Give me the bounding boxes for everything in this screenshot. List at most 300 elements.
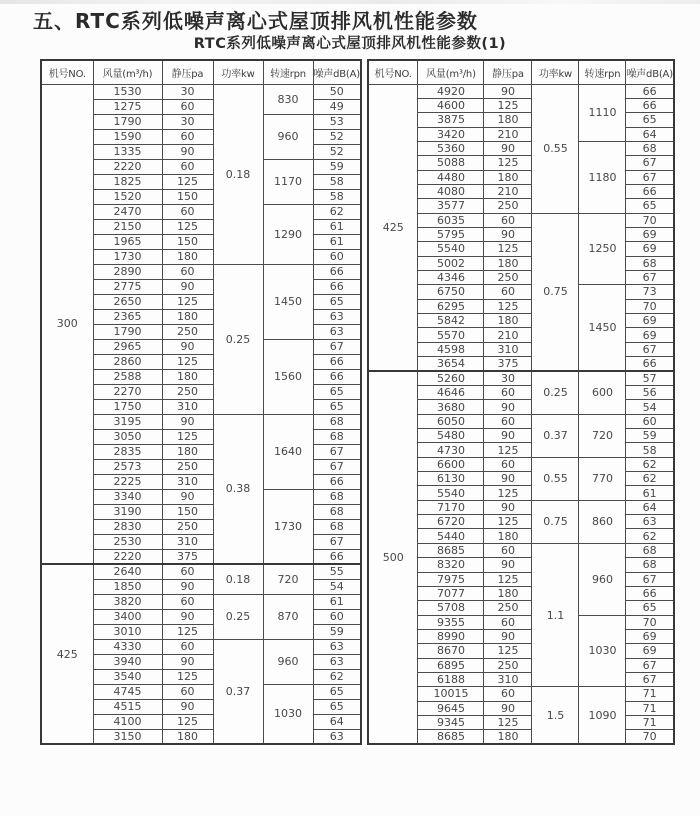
noise-cell: 67 xyxy=(626,672,674,686)
pressure-cell: 90 xyxy=(162,609,213,624)
flow-cell: 5088 xyxy=(418,156,484,170)
pressure-cell: 125 xyxy=(162,429,213,444)
column-header: 风量(m³/h) xyxy=(418,60,484,84)
noise-cell: 66 xyxy=(626,84,674,98)
noise-cell: 53 xyxy=(313,114,361,129)
power-cell: 0.18 xyxy=(213,84,263,264)
flow-cell: 1335 xyxy=(93,144,162,159)
noise-cell: 73 xyxy=(626,285,674,299)
noise-cell: 68 xyxy=(313,414,361,429)
performance-table-right xyxy=(367,59,675,745)
noise-cell: 69 xyxy=(626,314,674,328)
noise-cell: 66 xyxy=(313,354,361,369)
pressure-cell: 60 xyxy=(162,159,213,174)
noise-cell: 60 xyxy=(313,609,361,624)
noise-cell: 68 xyxy=(626,558,674,572)
flow-cell: 3420 xyxy=(418,127,484,141)
noise-cell: 59 xyxy=(626,429,674,443)
noise-cell: 58 xyxy=(626,443,674,457)
pressure-cell: 60 xyxy=(484,213,532,227)
flow-cell: 6600 xyxy=(418,457,484,471)
noise-cell: 64 xyxy=(626,127,674,141)
speed-cell: 960 xyxy=(579,543,626,615)
pressure-cell: 90 xyxy=(162,654,213,669)
scan-artifact xyxy=(0,0,700,4)
pressure-cell: 60 xyxy=(162,204,213,219)
noise-cell: 67 xyxy=(313,459,361,474)
flow-cell: 3400 xyxy=(93,609,162,624)
pressure-cell: 310 xyxy=(484,342,532,356)
pressure-cell: 90 xyxy=(484,701,532,715)
noise-cell: 64 xyxy=(626,500,674,514)
noise-cell: 69 xyxy=(626,227,674,241)
noise-cell: 69 xyxy=(626,644,674,658)
power-cell: 0.37 xyxy=(532,414,579,457)
flow-cell: 2530 xyxy=(93,534,162,549)
flow-cell: 9345 xyxy=(418,715,484,729)
flow-cell: 5260 xyxy=(418,371,484,386)
noise-cell: 52 xyxy=(313,129,361,144)
speed-cell: 960 xyxy=(263,114,313,159)
flow-cell: 6130 xyxy=(418,472,484,486)
noise-cell: 63 xyxy=(626,515,674,529)
flow-cell: 6295 xyxy=(418,299,484,313)
power-cell: 0.75 xyxy=(532,213,579,371)
pressure-cell: 210 xyxy=(484,328,532,342)
pressure-cell: 180 xyxy=(162,369,213,384)
pressure-cell: 125 xyxy=(162,354,213,369)
speed-cell: 1110 xyxy=(579,84,626,141)
flow-cell: 2830 xyxy=(93,519,162,534)
pressure-cell: 150 xyxy=(162,504,213,519)
pressure-cell: 60 xyxy=(484,543,532,557)
noise-cell: 63 xyxy=(313,324,361,339)
flow-cell: 2365 xyxy=(93,309,162,324)
pressure-cell: 60 xyxy=(162,564,213,579)
table-row xyxy=(41,84,361,99)
noise-cell: 70 xyxy=(626,299,674,313)
pressure-cell: 90 xyxy=(162,339,213,354)
noise-cell: 69 xyxy=(626,328,674,342)
noise-cell: 64 xyxy=(313,714,361,729)
flow-cell: 1590 xyxy=(93,129,162,144)
pressure-cell: 125 xyxy=(484,715,532,729)
pressure-cell: 60 xyxy=(484,414,532,428)
flow-cell: 8685 xyxy=(418,730,484,745)
speed-cell: 1640 xyxy=(263,414,313,489)
model-cell: 425 xyxy=(41,564,93,744)
flow-cell: 2835 xyxy=(93,444,162,459)
pressure-cell: 60 xyxy=(162,99,213,114)
noise-cell: 67 xyxy=(626,342,674,356)
pressure-cell: 180 xyxy=(162,444,213,459)
header-row xyxy=(368,60,674,84)
noise-cell: 69 xyxy=(626,629,674,643)
flow-cell: 8990 xyxy=(418,629,484,643)
pressure-cell: 90 xyxy=(484,500,532,514)
noise-cell: 65 xyxy=(313,384,361,399)
speed-cell: 860 xyxy=(579,500,626,543)
flow-cell: 5540 xyxy=(418,486,484,500)
noise-cell: 61 xyxy=(313,219,361,234)
flow-cell: 1790 xyxy=(93,114,162,129)
speed-cell: 1170 xyxy=(263,159,313,204)
pressure-cell: 125 xyxy=(162,714,213,729)
noise-cell: 67 xyxy=(626,270,674,284)
speed-cell: 1290 xyxy=(263,204,313,264)
speed-cell: 600 xyxy=(579,371,626,414)
pressure-cell: 60 xyxy=(484,457,532,471)
pressure-cell: 310 xyxy=(484,672,532,686)
noise-cell: 59 xyxy=(313,159,361,174)
noise-cell: 62 xyxy=(626,529,674,543)
flow-cell: 1850 xyxy=(93,579,162,594)
page-title: 五、RTC系列低噪声离心式屋顶排风机性能参数 xyxy=(33,9,478,33)
pressure-cell: 90 xyxy=(484,227,532,241)
flow-cell: 5002 xyxy=(418,256,484,270)
column-header: 转速rpn xyxy=(263,60,313,84)
noise-cell: 66 xyxy=(313,474,361,489)
pressure-cell: 90 xyxy=(162,489,213,504)
power-cell: 0.75 xyxy=(532,500,579,543)
speed-cell: 1030 xyxy=(579,615,626,687)
model-cell: 300 xyxy=(41,84,93,564)
pressure-cell: 90 xyxy=(484,429,532,443)
pressure-cell: 180 xyxy=(484,586,532,600)
pressure-cell: 125 xyxy=(162,174,213,189)
pressure-cell: 90 xyxy=(484,400,532,414)
pressure-cell: 90 xyxy=(484,472,532,486)
flow-cell: 1530 xyxy=(93,84,162,99)
pressure-cell: 125 xyxy=(484,515,532,529)
speed-cell: 720 xyxy=(579,414,626,457)
noise-cell: 56 xyxy=(626,386,674,400)
noise-cell: 68 xyxy=(313,489,361,504)
pressure-cell: 250 xyxy=(484,270,532,284)
flow-cell: 5540 xyxy=(418,242,484,256)
pressure-cell: 125 xyxy=(484,443,532,457)
flow-cell: 6720 xyxy=(418,515,484,529)
noise-cell: 66 xyxy=(313,369,361,384)
pressure-cell: 180 xyxy=(162,249,213,264)
noise-cell: 65 xyxy=(626,601,674,615)
pressure-cell: 180 xyxy=(162,309,213,324)
pressure-cell: 125 xyxy=(162,219,213,234)
noise-cell: 71 xyxy=(626,715,674,729)
pressure-cell: 180 xyxy=(484,170,532,184)
tables-container xyxy=(40,59,675,745)
noise-cell: 49 xyxy=(313,99,361,114)
noise-cell: 54 xyxy=(626,400,674,414)
noise-cell: 66 xyxy=(313,264,361,279)
table-title: RTC系列低噪声离心式屋顶排风机性能参数(1) xyxy=(193,36,507,52)
pressure-cell: 250 xyxy=(162,384,213,399)
noise-cell: 65 xyxy=(313,684,361,699)
noise-cell: 71 xyxy=(626,687,674,701)
flow-cell: 6035 xyxy=(418,213,484,227)
noise-cell: 68 xyxy=(313,504,361,519)
noise-cell: 55 xyxy=(313,564,361,579)
noise-cell: 68 xyxy=(313,519,361,534)
pressure-cell: 90 xyxy=(484,84,532,98)
speed-cell: 1090 xyxy=(579,687,626,745)
pressure-cell: 250 xyxy=(484,601,532,615)
flow-cell: 3654 xyxy=(418,357,484,372)
speed-cell: 1730 xyxy=(263,489,313,564)
noise-cell: 70 xyxy=(626,213,674,227)
flow-cell: 7077 xyxy=(418,586,484,600)
header-row xyxy=(41,60,361,84)
noise-cell: 66 xyxy=(313,279,361,294)
noise-cell: 58 xyxy=(313,174,361,189)
power-cell: 0.18 xyxy=(213,564,263,594)
flow-cell: 2225 xyxy=(93,474,162,489)
power-cell: 0.25 xyxy=(213,594,263,639)
pressure-cell: 375 xyxy=(162,549,213,564)
flow-cell: 3010 xyxy=(93,624,162,639)
flow-cell: 5440 xyxy=(418,529,484,543)
noise-cell: 66 xyxy=(626,357,674,372)
flow-cell: 2650 xyxy=(93,294,162,309)
flow-cell: 3050 xyxy=(93,429,162,444)
noise-cell: 65 xyxy=(313,294,361,309)
pressure-cell: 90 xyxy=(162,279,213,294)
pressure-cell: 30 xyxy=(162,84,213,99)
flow-cell: 7170 xyxy=(418,500,484,514)
pressure-cell: 250 xyxy=(162,459,213,474)
pressure-cell: 125 xyxy=(484,644,532,658)
noise-cell: 63 xyxy=(313,729,361,744)
noise-cell: 67 xyxy=(626,170,674,184)
speed-cell: 770 xyxy=(579,457,626,500)
pressure-cell: 125 xyxy=(484,486,532,500)
flow-cell: 6188 xyxy=(418,672,484,686)
flow-cell: 9645 xyxy=(418,701,484,715)
noise-cell: 52 xyxy=(313,144,361,159)
pressure-cell: 125 xyxy=(484,156,532,170)
pressure-cell: 90 xyxy=(162,414,213,429)
noise-cell: 65 xyxy=(313,699,361,714)
pressure-cell: 90 xyxy=(162,699,213,714)
pressure-cell: 250 xyxy=(484,199,532,213)
noise-cell: 65 xyxy=(626,199,674,213)
pressure-cell: 60 xyxy=(162,264,213,279)
flow-cell: 1730 xyxy=(93,249,162,264)
column-header: 机号NO. xyxy=(368,60,418,84)
flow-cell: 4080 xyxy=(418,184,484,198)
noise-cell: 61 xyxy=(626,486,674,500)
noise-cell: 50 xyxy=(313,84,361,99)
pressure-cell: 180 xyxy=(162,729,213,744)
flow-cell: 8670 xyxy=(418,644,484,658)
noise-cell: 54 xyxy=(313,579,361,594)
noise-cell: 60 xyxy=(313,249,361,264)
flow-cell: 3540 xyxy=(93,669,162,684)
flow-cell: 8320 xyxy=(418,558,484,572)
pressure-cell: 310 xyxy=(162,399,213,414)
pressure-cell: 90 xyxy=(162,144,213,159)
noise-cell: 60 xyxy=(626,414,674,428)
flow-cell: 5480 xyxy=(418,429,484,443)
flow-cell: 3195 xyxy=(93,414,162,429)
pressure-cell: 310 xyxy=(162,534,213,549)
speed-cell: 720 xyxy=(263,564,313,594)
noise-cell: 70 xyxy=(626,615,674,629)
table-row xyxy=(368,371,674,386)
pressure-cell: 125 xyxy=(162,624,213,639)
noise-cell: 62 xyxy=(313,669,361,684)
power-cell: 0.38 xyxy=(213,414,263,564)
pressure-cell: 60 xyxy=(484,615,532,629)
flow-cell: 2775 xyxy=(93,279,162,294)
noise-cell: 66 xyxy=(626,586,674,600)
flow-cell: 3680 xyxy=(418,400,484,414)
flow-cell: 10015 xyxy=(418,687,484,701)
flow-cell: 2573 xyxy=(93,459,162,474)
speed-cell: 1180 xyxy=(579,141,626,213)
pressure-cell: 180 xyxy=(484,113,532,127)
noise-cell: 65 xyxy=(313,399,361,414)
power-cell: 0.37 xyxy=(213,639,263,744)
flow-cell: 2640 xyxy=(93,564,162,579)
column-header: 噪声dB(A) xyxy=(313,60,361,84)
flow-cell: 1790 xyxy=(93,324,162,339)
noise-cell: 67 xyxy=(626,658,674,672)
flow-cell: 3875 xyxy=(418,113,484,127)
column-header: 风量(m³/h) xyxy=(93,60,162,84)
flow-cell: 1520 xyxy=(93,189,162,204)
flow-cell: 5708 xyxy=(418,601,484,615)
column-header: 功率kw xyxy=(213,60,263,84)
speed-cell: 1450 xyxy=(263,264,313,339)
power-cell: 0.55 xyxy=(532,457,579,500)
power-cell: 1.1 xyxy=(532,543,579,686)
noise-cell: 68 xyxy=(626,256,674,270)
pressure-cell: 180 xyxy=(484,256,532,270)
flow-cell: 2150 xyxy=(93,219,162,234)
flow-cell: 4480 xyxy=(418,170,484,184)
noise-cell: 71 xyxy=(626,701,674,715)
noise-cell: 66 xyxy=(626,184,674,198)
noise-cell: 67 xyxy=(313,339,361,354)
noise-cell: 65 xyxy=(626,113,674,127)
flow-cell: 4600 xyxy=(418,98,484,112)
pressure-cell: 60 xyxy=(162,129,213,144)
performance-table-left xyxy=(40,59,362,745)
flow-cell: 6050 xyxy=(418,414,484,428)
noise-cell: 70 xyxy=(626,730,674,745)
model-cell: 500 xyxy=(368,371,418,744)
pressure-cell: 310 xyxy=(162,474,213,489)
flow-cell: 4515 xyxy=(93,699,162,714)
pressure-cell: 125 xyxy=(484,98,532,112)
pressure-cell: 90 xyxy=(484,629,532,643)
noise-cell: 68 xyxy=(626,543,674,557)
flow-cell: 1275 xyxy=(93,99,162,114)
flow-cell: 2270 xyxy=(93,384,162,399)
flow-cell: 3577 xyxy=(418,199,484,213)
flow-cell: 1750 xyxy=(93,399,162,414)
flow-cell: 5570 xyxy=(418,328,484,342)
speed-cell: 1560 xyxy=(263,339,313,414)
flow-cell: 2890 xyxy=(93,264,162,279)
speed-cell: 830 xyxy=(263,84,313,114)
flow-cell: 6750 xyxy=(418,285,484,299)
flow-cell: 3820 xyxy=(93,594,162,609)
flow-cell: 3940 xyxy=(93,654,162,669)
speed-cell: 1250 xyxy=(579,213,626,285)
flow-cell: 1825 xyxy=(93,174,162,189)
pressure-cell: 90 xyxy=(484,558,532,572)
flow-cell: 2860 xyxy=(93,354,162,369)
flow-cell: 2470 xyxy=(93,204,162,219)
flow-cell: 8685 xyxy=(418,543,484,557)
column-header: 静压pa xyxy=(162,60,213,84)
power-cell: 0.55 xyxy=(532,84,579,213)
pressure-cell: 210 xyxy=(484,184,532,198)
pressure-cell: 60 xyxy=(484,285,532,299)
pressure-cell: 60 xyxy=(162,639,213,654)
noise-cell: 61 xyxy=(313,234,361,249)
noise-cell: 66 xyxy=(626,98,674,112)
flow-cell: 1965 xyxy=(93,234,162,249)
speed-cell: 1450 xyxy=(579,285,626,371)
flow-cell: 5795 xyxy=(418,227,484,241)
speed-cell: 960 xyxy=(263,639,313,684)
pressure-cell: 30 xyxy=(484,371,532,386)
noise-cell: 63 xyxy=(313,639,361,654)
flow-cell: 4646 xyxy=(418,386,484,400)
model-cell: 425 xyxy=(368,84,418,371)
noise-cell: 62 xyxy=(313,204,361,219)
noise-cell: 59 xyxy=(313,624,361,639)
column-header: 噪声dB(A) xyxy=(626,60,674,84)
flow-cell: 7975 xyxy=(418,572,484,586)
power-cell: 0.25 xyxy=(532,371,579,414)
noise-cell: 67 xyxy=(313,534,361,549)
flow-cell: 2220 xyxy=(93,159,162,174)
pressure-cell: 125 xyxy=(484,299,532,313)
pressure-cell: 125 xyxy=(484,572,532,586)
pressure-cell: 90 xyxy=(162,579,213,594)
pressure-cell: 250 xyxy=(162,519,213,534)
pressure-cell: 210 xyxy=(484,127,532,141)
flow-cell: 4346 xyxy=(418,270,484,284)
flow-cell: 5360 xyxy=(418,141,484,155)
speed-cell: 1030 xyxy=(263,684,313,744)
noise-cell: 63 xyxy=(313,309,361,324)
pressure-cell: 60 xyxy=(484,687,532,701)
pressure-cell: 90 xyxy=(484,141,532,155)
column-header: 功率kw xyxy=(532,60,579,84)
pressure-cell: 180 xyxy=(484,314,532,328)
flow-cell: 9355 xyxy=(418,615,484,629)
noise-cell: 68 xyxy=(313,429,361,444)
pressure-cell: 250 xyxy=(162,324,213,339)
table-row xyxy=(41,564,361,579)
pressure-cell: 30 xyxy=(162,114,213,129)
flow-cell: 6895 xyxy=(418,658,484,672)
flow-cell: 4920 xyxy=(418,84,484,98)
flow-cell: 3190 xyxy=(93,504,162,519)
noise-cell: 63 xyxy=(313,654,361,669)
flow-cell: 2965 xyxy=(93,339,162,354)
flow-cell: 4598 xyxy=(418,342,484,356)
flow-cell: 2588 xyxy=(93,369,162,384)
flow-cell: 4745 xyxy=(93,684,162,699)
noise-cell: 58 xyxy=(313,189,361,204)
noise-cell: 66 xyxy=(313,549,361,564)
